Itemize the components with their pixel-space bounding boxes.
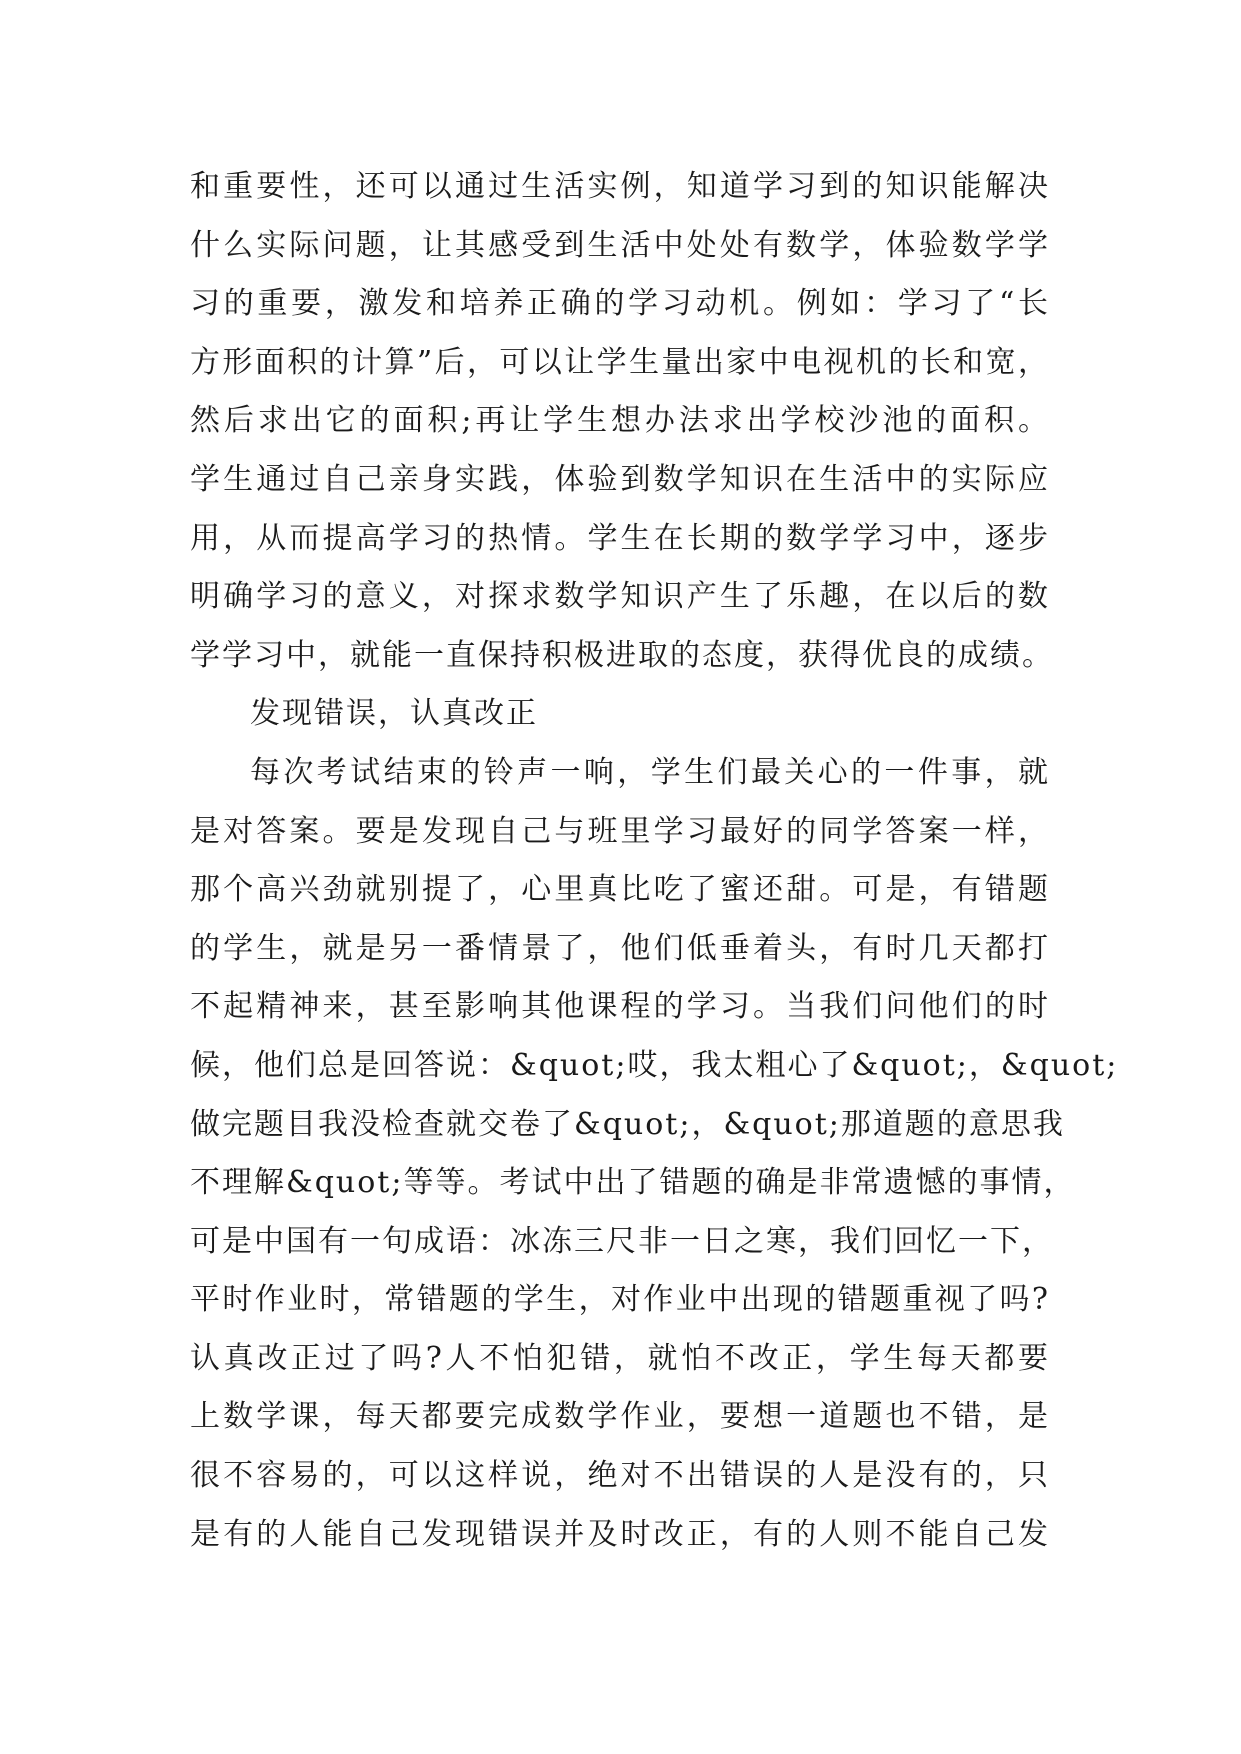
text-line: 的学生，就是另一番情景了，他们低垂着头，有时几天都打 [190, 930, 1050, 966]
text-line: 是有的人能自己发现错误并及时改正，有的人则不能自己发 [190, 1516, 1050, 1552]
text-line: 很不容易的，可以这样说，绝对不出错误的人是没有的，只 [190, 1458, 1050, 1494]
section-heading: 发现错误，认真改正 [250, 696, 538, 732]
text-line: 认真改正过了吗?人不怕犯错，就怕不改正，学生每天都要 [190, 1340, 1050, 1376]
text-line: 上数学课，每天都要完成数学作业，要想一道题也不错，是 [190, 1399, 1050, 1435]
text-line: 每次考试结束的铃声一响，学生们最关心的一件事，就 [250, 754, 1050, 790]
text-line: 是对答案。要是发现自己与班里学习最好的同学答案一样， [190, 813, 1050, 849]
text-line: 然后求出它的面积;再让学生想办法求出学校沙池的面积。 [190, 403, 1050, 439]
text-line: 学生通过自己亲身实践，体验到数学知识在生活中的实际应 [190, 461, 1050, 497]
text-line: 可是中国有一句成语：冰冻三尺非一日之寒，我们回忆一下， [190, 1223, 1054, 1259]
text-line: 学学习中，就能一直保持积极进取的态度，获得优良的成绩。 [190, 637, 1054, 673]
text-line: 候，他们总是回答说：&quot;哎，我太粗心了&quot;，&quot; [190, 1047, 1119, 1083]
text-line: 不起精神来，甚至影响其他课程的学习。当我们问他们的时 [190, 989, 1050, 1025]
text-line: 习的重要，激发和培养正确的学习动机。例如：学习了“长 [190, 286, 1050, 322]
body-text [190, 158, 1119, 1564]
text-line: 明确学习的意义，对探求数学知识产生了乐趣，在以后的数 [190, 579, 1050, 615]
text-line: 做完题目我没检查就交卷了&quot;，&quot;那道题的意思我 [190, 1106, 1065, 1142]
text-line: 不理解&quot;等等。考试中出了错题的确是非常遗憾的事情， [190, 1165, 1076, 1201]
text-line: 平时作业时，常错题的学生，对作业中出现的错题重视了吗? [190, 1282, 1050, 1318]
text-line: 什么实际问题，让其感受到生活中处处有数学，体验数学学 [190, 227, 1050, 263]
text-line: 方形面积的计算”后，可以让学生量出家中电视机的长和宽， [190, 344, 1050, 380]
text-line: 那个高兴劲就别提了，心里真比吃了蜜还甜。可是，有错题 [190, 872, 1050, 908]
text-line: 用，从而提高学习的热情。学生在长期的数学学习中，逐步 [190, 520, 1050, 556]
text-line: 和重要性，还可以通过生活实例，知道学习到的知识能解决 [190, 169, 1050, 204]
